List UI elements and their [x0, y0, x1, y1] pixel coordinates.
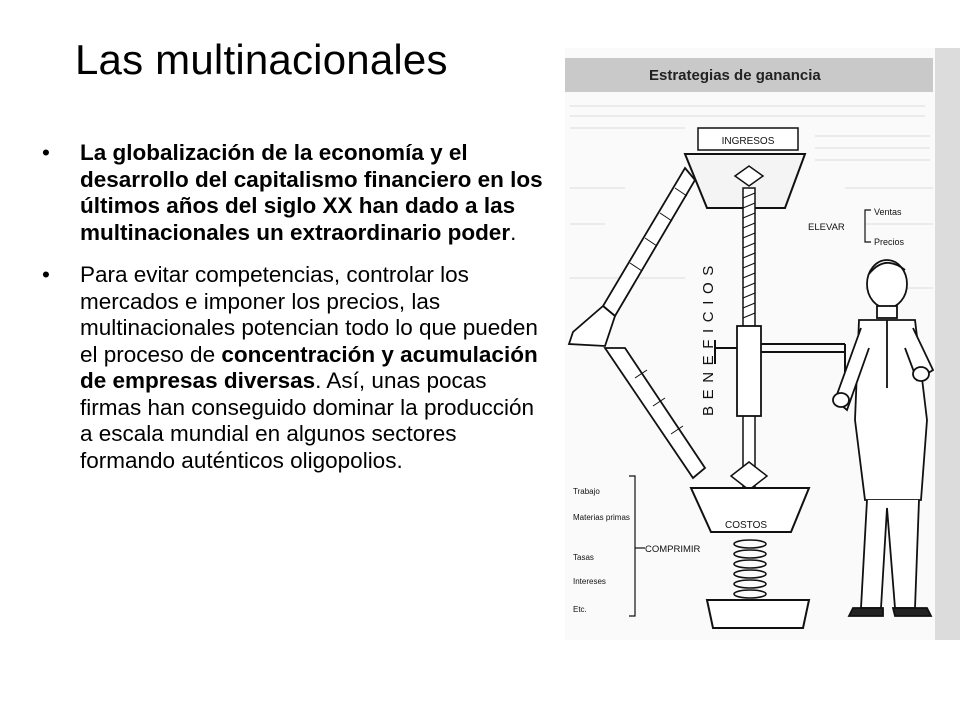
bullet1-bold-text: La globalización de la economía y el desarrollo del capitalismo financiero en los últimos años del siglo XX han dado a las multinacionales un extraordinario poder — [80, 140, 543, 245]
cost-item-tasas: Tasas — [573, 553, 594, 562]
bullet2-text-b: . Así, unas pocas firmas han conseguido dominar la producción a escala mundial en algunos sectores formando auténticos oligopolios. — [80, 368, 535, 473]
cost-item-etc: Etc. — [573, 605, 587, 614]
benefits-vertical-label: BENEFICIOS — [700, 259, 717, 416]
bullet1-end-text: . — [510, 219, 517, 245]
bullet2-text-a: Para evitar competencias, controlar los mercados e imponer los precios, las multinacionales potencian todo lo que pueden el proceso de — [80, 262, 538, 367]
cost-item-materias: Materias primas — [573, 513, 630, 522]
comprimir-label: COMPRIMIR — [645, 544, 701, 555]
elevar-item-precios: Precios — [874, 237, 905, 247]
bullet-list — [42, 140, 547, 490]
cost-item-intereses: Intereses — [573, 577, 606, 586]
figure-heading: Estrategias de ganancia — [649, 67, 821, 84]
income-label: INGRESOS — [721, 136, 775, 147]
costs-label: COSTOS — [725, 520, 768, 531]
bullet-marker: • — [42, 262, 50, 287]
bullet-item-concentration — [42, 262, 547, 474]
elevar-item-ventas: Ventas — [874, 207, 902, 217]
cost-item-trabajo: Trabajo — [573, 487, 600, 496]
slide-title: Las multinacionales — [75, 36, 448, 83]
profit-strategies-illustration — [565, 48, 960, 640]
bullet-item-globalization — [42, 140, 547, 246]
costs-platform — [691, 488, 809, 532]
base-block — [707, 600, 809, 628]
elevar-label: ELEVAR — [808, 222, 845, 233]
bullet-marker: • — [42, 140, 50, 165]
bullet2-bold-text: concentración y acumulación de empresas diversas — [80, 341, 538, 393]
